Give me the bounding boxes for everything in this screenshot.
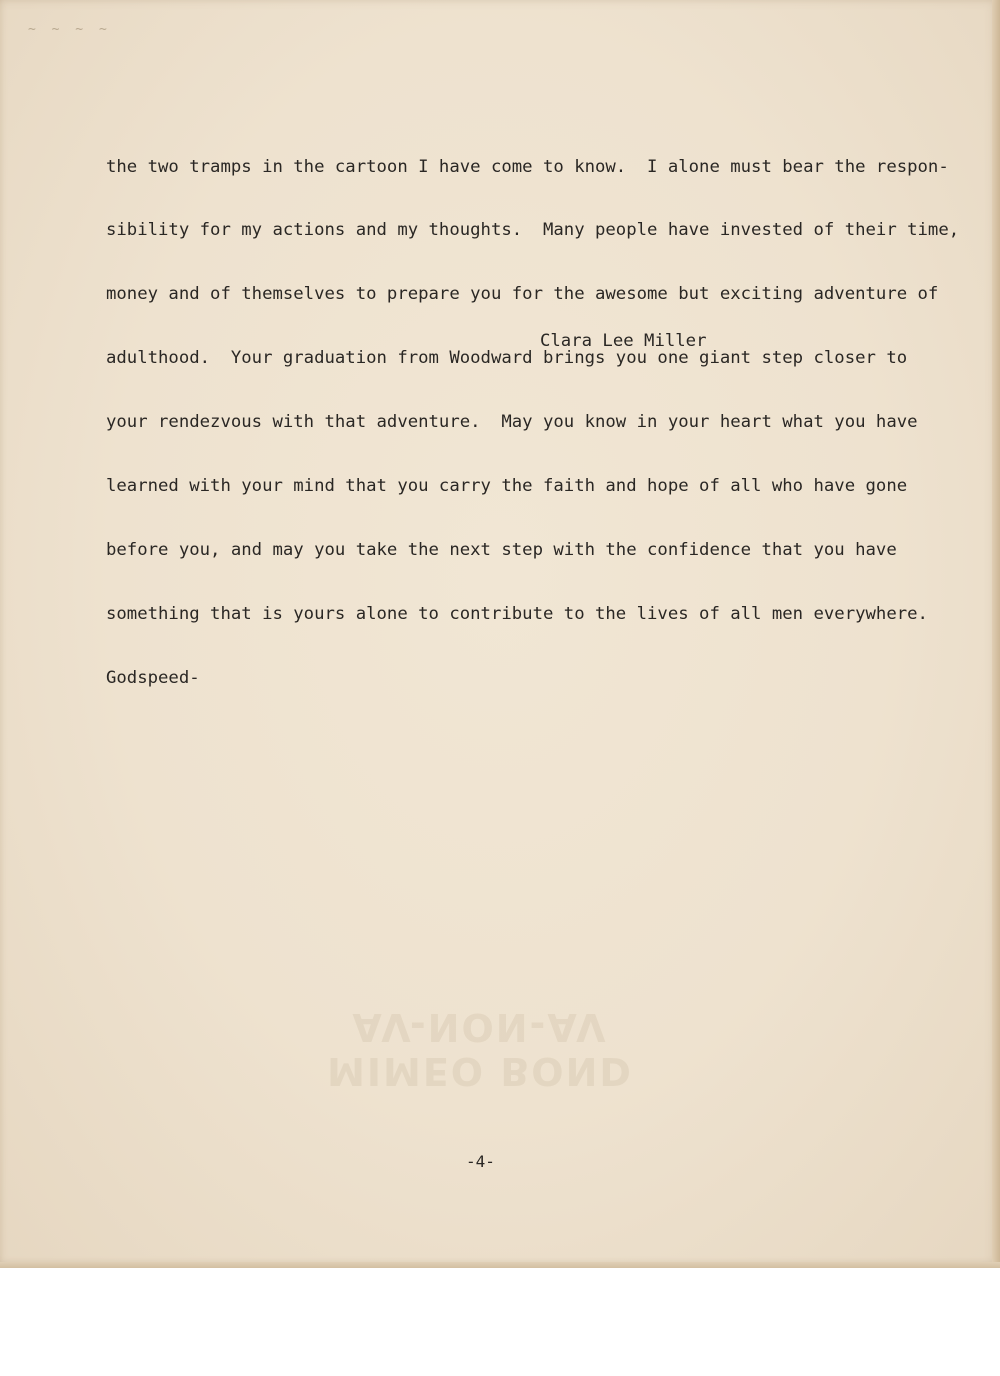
body-line: Godspeed- xyxy=(106,667,200,688)
paper-bottom-edge xyxy=(0,1262,1000,1268)
corner-marks: ~ ~ ~ ~ xyxy=(28,22,111,37)
body-line: sibility for my actions and my thoughts. Many people have invested of their time, xyxy=(106,220,960,241)
paper-watermark xyxy=(300,1005,660,1093)
body-line: money and of themselves to prepare you for the awesome but exciting adventure of xyxy=(106,284,939,305)
watermark-line: AV-NON-AV xyxy=(352,1005,608,1049)
body-line: before you, and may you take the next step with the confidence that you have xyxy=(106,539,897,560)
letter-body xyxy=(106,114,960,710)
body-line: learned with your mind that you carry the faith and hope of all who have gone xyxy=(106,476,908,497)
paper-right-edge xyxy=(992,0,1000,1268)
body-line: the two tramps in the cartoon I have come to know. I alone must bear the respon- xyxy=(106,156,949,177)
body-line: adulthood. Your graduation from Woodward brings you one giant step closer to xyxy=(106,348,908,369)
body-line: your rendezvous with that adventure. May you know in your heart what you have xyxy=(106,412,918,433)
watermark-line: MIMEO BOND xyxy=(327,1049,633,1093)
body-line: something that is yours alone to contribute to the lives of all men everywhere. xyxy=(106,603,928,624)
signature-name: Clara Lee Miller xyxy=(540,331,707,351)
page-number: -4- xyxy=(466,1152,495,1171)
